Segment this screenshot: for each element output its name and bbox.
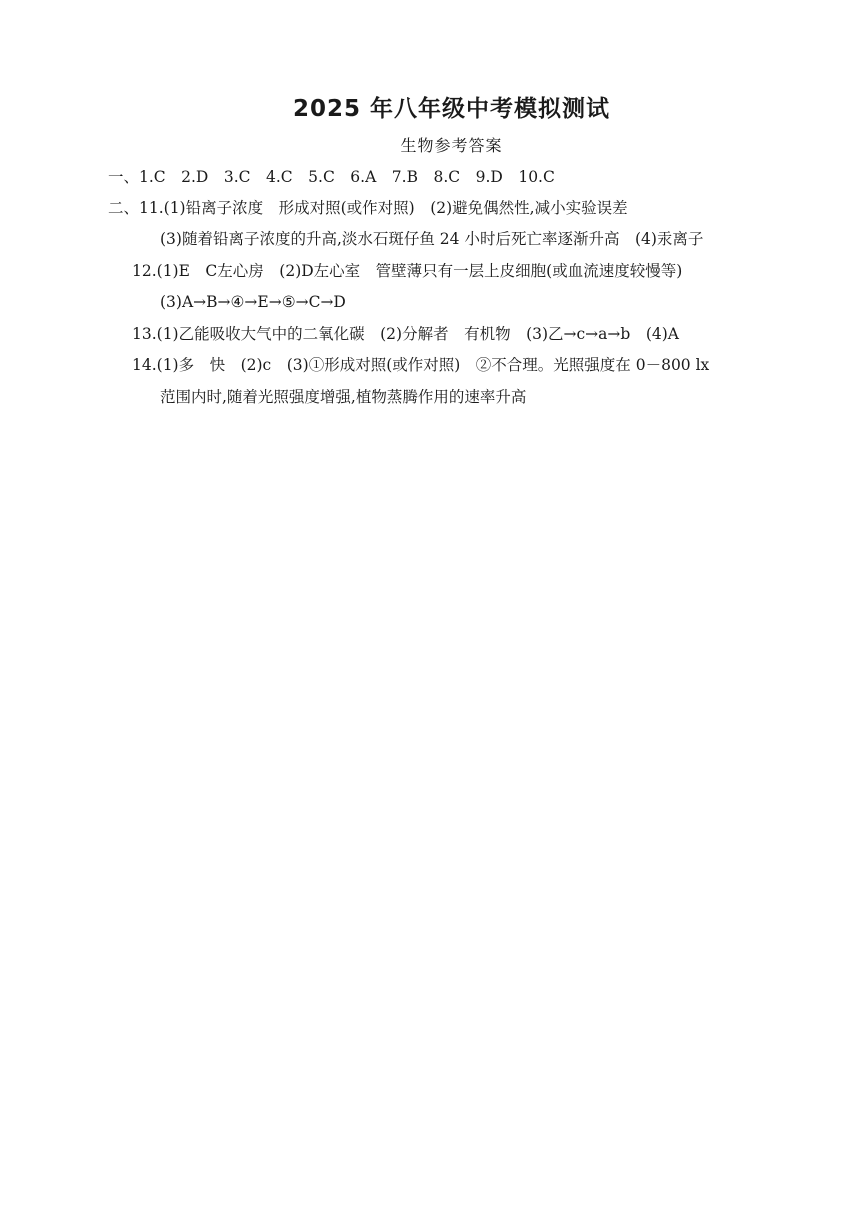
answer-line-q11-part1: 二、11.(1)铅离子浓度 形成对照(或作对照) (2)避免偶然性,减小实验误差 — [108, 199, 628, 217]
answer-line-section-1: 一、1.C 2.D 3.C 4.C 5.C 6.A 7.B 8.C 9.D 10.C — [108, 168, 555, 186]
answer-line-q11-part2: (3)随着铅离子浓度的升高,淡水石斑仔鱼 24 小时后死亡率逐渐升高 (4)汞离子 — [160, 230, 704, 248]
answer-line-q14-part2: 范围内时,随着光照强度增强,植物蒸腾作用的速率升高 — [160, 388, 527, 406]
answer-line-q13: 13.(1)乙能吸收大气中的二氧化碳 (2)分解者 有机物 (3)乙→c→a→b (4)A — [132, 325, 679, 343]
answer-line-q14-part1: 14.(1)多 快 (2)c (3)①形成对照(或作对照) ②不合理。光照强度在 0－800 lx — [132, 356, 710, 374]
answer-line-q12-part1: 12.(1)E C左心房 (2)D左心室 管壁薄只有一层上皮细胞(或血流速度较慢等) — [132, 262, 683, 280]
document-title: 2025 年八年级中考模拟测试 — [292, 96, 611, 122]
answer-line-q12-part2: (3)A→B→④→E→⑤→C→D — [160, 293, 346, 311]
document-subtitle: 生物参考答案 — [400, 136, 503, 155]
